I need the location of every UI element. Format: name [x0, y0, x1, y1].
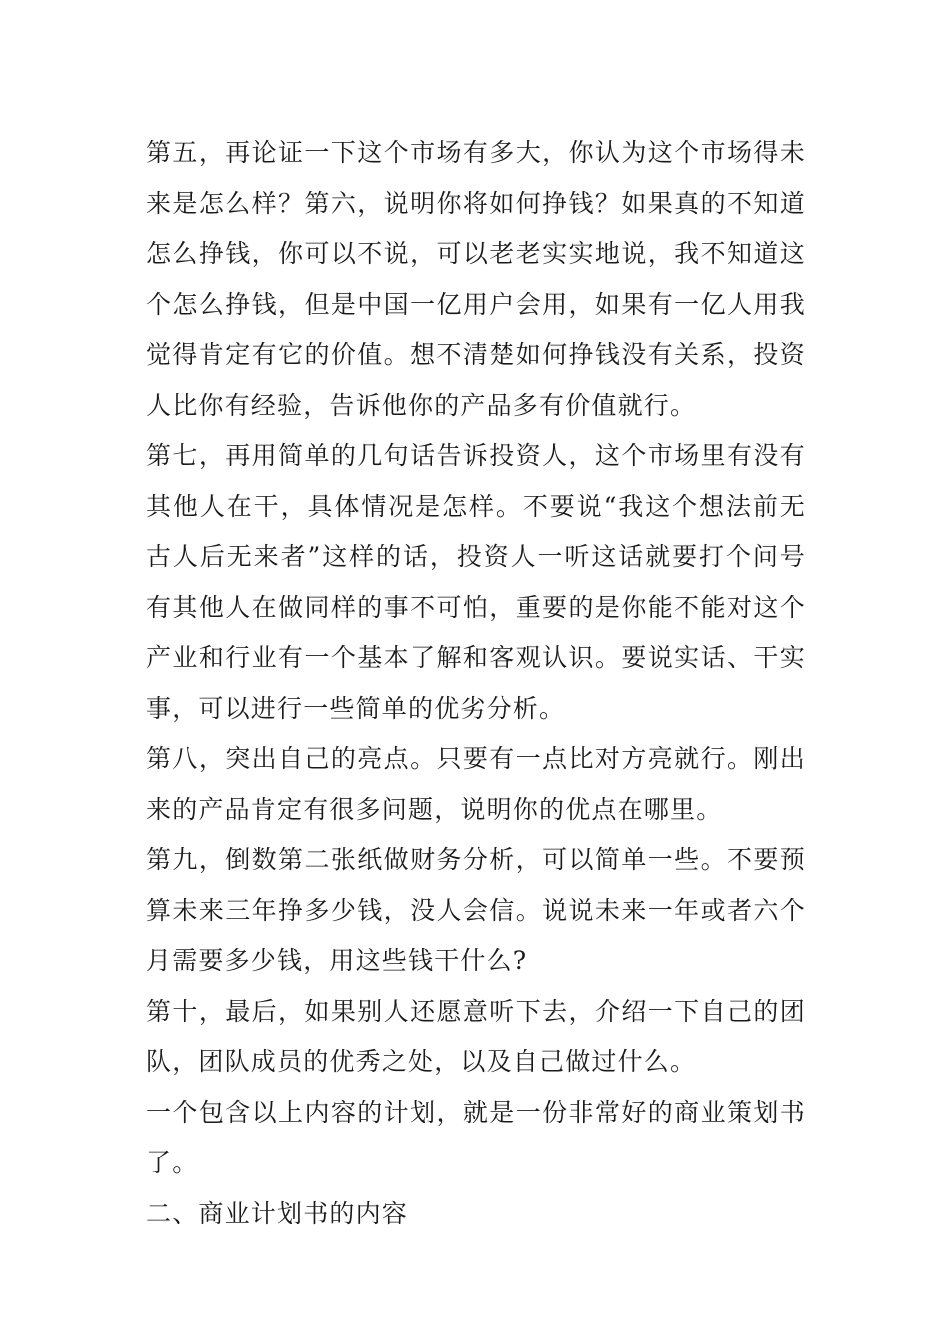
document-body	[146, 128, 806, 1239]
paragraph-point-eight: 第八，突出自己的亮点。只要有一点比对方亮就行。刚出来的产品肯定有很多问题，说明你的优点在哪里。	[146, 744, 806, 824]
paragraph-point-ten: 第十，最后，如果别人还愿意听下去，介绍一下自己的团队，团队成员的优秀之处，以及自己做过什么。	[146, 996, 806, 1076]
paragraph-point-nine: 第九，倒数第二张纸做财务分析，可以简单一些。不要预算未来三年挣多少钱，没人会信。说说未来一年或者六个月需要多少钱，用这些钱干什么?	[146, 845, 806, 975]
paragraph-point-seven: 第七，再用简单的几句话告诉投资人，这个市场里有没有其他人在干，具体情况是怎样。不要说“我这个想法前无古人后无来者”这样的话，投资人一听这话就要打个问号有其他人在做同样的事不可怕，重要的是你能不能对这个产业和行业有一个基本了解和客观认识。要说实话、干实事，可以进行一些简单的优劣分析。	[146, 441, 806, 723]
paragraph-summary: 一个包含以上内容的计划，就是一份非常好的商业策划书了。	[146, 1097, 806, 1177]
section-heading: 二、商业计划书的内容	[146, 1198, 409, 1228]
paragraph-point-five-six: 第五，再论证一下这个市场有多大，你认为这个市场得未来是怎么样？第六，说明你将如何挣钱？如果真的不知道怎么挣钱，你可以不说，可以老老实实地说，我不知道这个怎么挣钱，但是中国一亿用户会用，如果有一亿人用我觉得肯定有它的价值。想不清楚如何挣钱没有关系，投资人比你有经验，告诉他你的产品多有价值就行。	[146, 138, 806, 420]
